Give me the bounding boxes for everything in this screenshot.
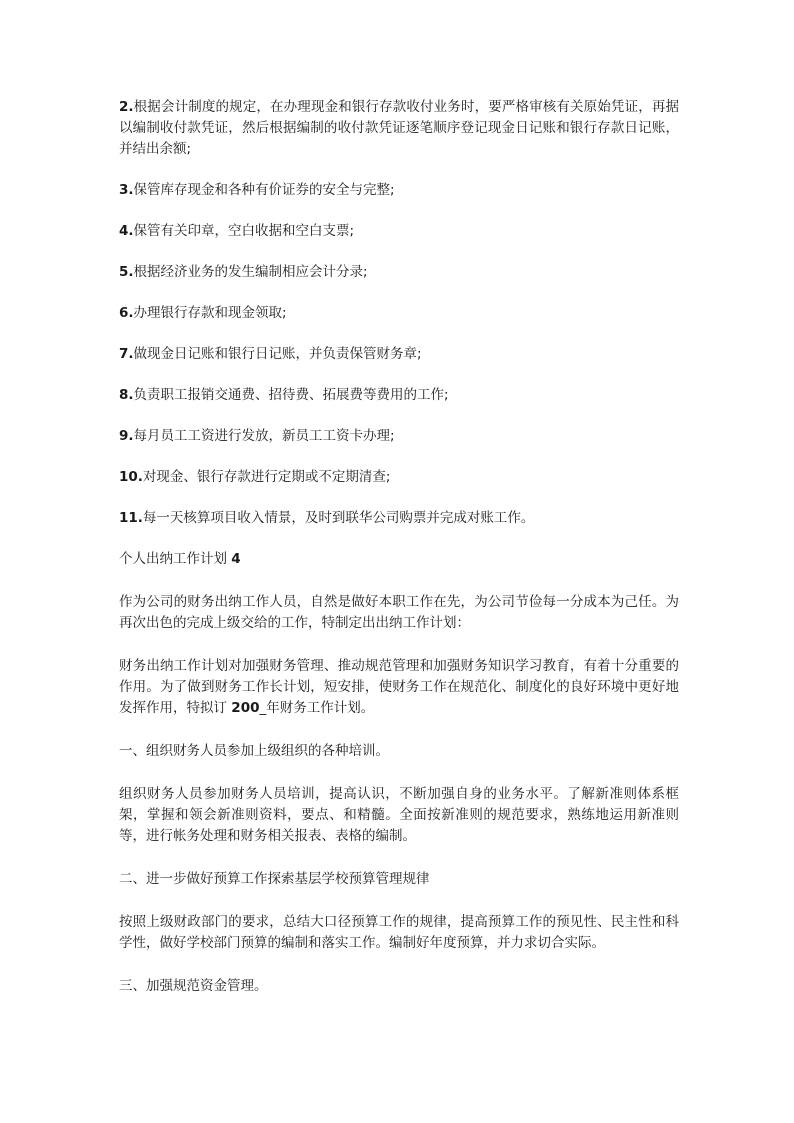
list-item-8 <box>119 385 679 406</box>
item-text: 办理银行存款和现金领取; <box>133 305 287 321</box>
section-title-text: 个人出纳工作计划 <box>119 551 232 567</box>
importance-paragraph <box>119 656 679 719</box>
heading-budget: 二、进一步做好预算工作探索基层学校预算管理规律 <box>119 871 430 887</box>
item-number: 6. <box>119 305 134 321</box>
section-title <box>119 549 679 570</box>
importance-year: 200 <box>231 700 260 716</box>
list-item-11 <box>119 508 679 529</box>
item-text: 对现金、银行存款进行定期或不定期清查; <box>142 469 391 485</box>
item-text: 每一天核算项目收入情景，及时到联华公司购票并完成对账工作。 <box>142 510 535 526</box>
list-item-5 <box>119 262 679 283</box>
item-text: 保管有关印章，空白收据和空白支票; <box>133 223 355 239</box>
importance-text-before: 财务出纳工作计划对加强财务管理、推动规范管理和加强财务知识学习教育，有着十分重要的作用。为了做到财务工作长计划，短安排，使财务工作在规范化、制度化的良好环境中更好地发挥作用，特拟订 <box>119 658 679 716</box>
item-number: 5. <box>119 264 134 280</box>
item-text: 根据经济业务的发生编制相应会计分录; <box>133 264 368 280</box>
item-number: 4. <box>119 223 134 239</box>
item-number: 2. <box>119 99 134 115</box>
item-number: 7. <box>119 346 134 362</box>
item-number: 8. <box>119 387 134 403</box>
list-item-4 <box>119 221 679 242</box>
importance-text-after: _年财务工作计划。 <box>259 700 375 716</box>
training-paragraph: 组织财务人员参加财务人员培训，提高认识，不断加强自身的业务水平。了解新准则体系框架，掌握和领会新准则资料，要点、和精髓。全面按新准则的规范要求，熟练地运用新准则等，进行帐务处理和财务相关报表、表格的编制。 <box>119 786 679 844</box>
list-item-6 <box>119 303 679 324</box>
item-number: 9. <box>119 428 134 444</box>
heading-funds: 三、加强规范资金管理。 <box>119 978 268 994</box>
item-text: 每月员工工资进行发放，新员工工资卡办理; <box>133 428 395 444</box>
item-text: 保管库存现金和各种有价证券的安全与完整; <box>133 182 395 198</box>
heading-training: 一、组织财务人员参加上级组织的各种培训。 <box>119 743 389 759</box>
intro-paragraph: 作为公司的财务出纳工作人员，自然是做好本职工作在先，为公司节俭每一分成本为己任。为再次出色的完成上级交给的工作，特制定出出纳工作计划： <box>119 594 679 631</box>
list-item-2 <box>119 97 679 160</box>
item-text: 根据会计制度的规定，在办理现金和银行存款收付业务时，要严格审核有关原始凭证，再据以编制收付款凭证，然后根据编制的收付款凭证逐笔顺序登记现金日记账和银行存款日记账，并结出余额; <box>119 99 679 157</box>
list-item-3 <box>119 180 679 201</box>
item-number: 11. <box>119 510 143 526</box>
document-page <box>119 97 679 1019</box>
list-item-7 <box>119 344 679 365</box>
item-text: 做现金日记账和银行日记账，并负责保管财务章; <box>133 346 422 362</box>
item-text: 负责职工报销交通费、招待费、拓展费等费用的工作; <box>133 387 449 403</box>
section-title-number: 4 <box>231 551 241 567</box>
budget-paragraph: 按照上级财政部门的要求，总结大口径预算工作的规律，提高预算工作的预见性、民主性和科学性，做好学校部门预算的编制和落实工作。编制好年度预算，并力求切合实际。 <box>119 914 679 951</box>
item-number: 3. <box>119 182 134 198</box>
item-number: 10. <box>119 469 143 485</box>
list-item-10 <box>119 467 679 488</box>
list-item-9 <box>119 426 679 447</box>
